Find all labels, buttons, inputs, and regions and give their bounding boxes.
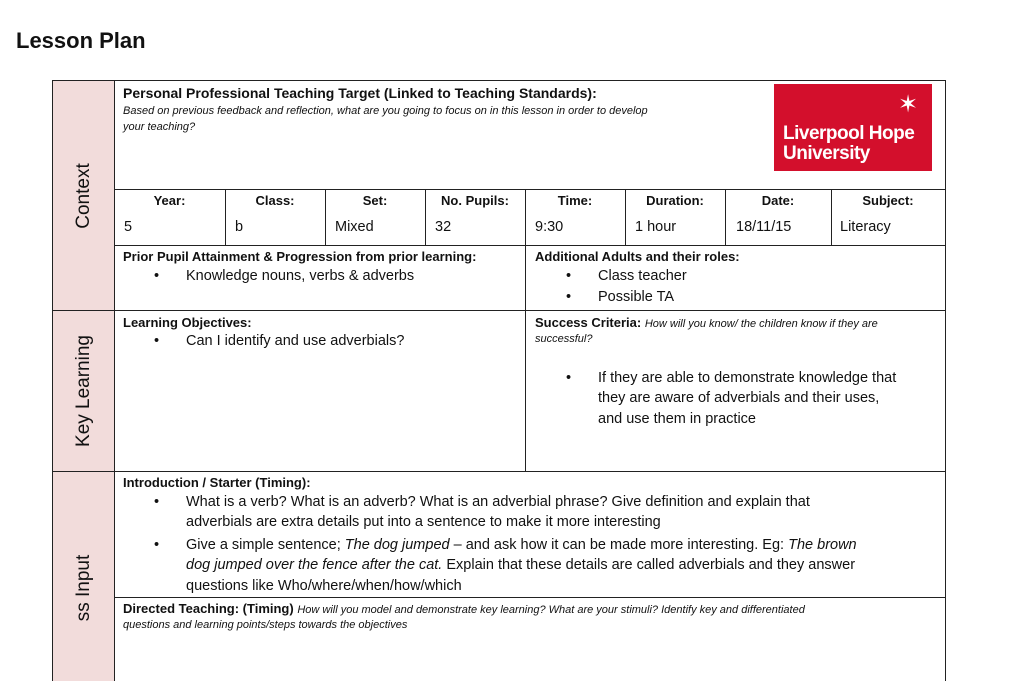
- section-context-label: Context: [72, 162, 94, 229]
- intro-heading: Introduction / Starter (Timing):: [123, 475, 311, 490]
- intro-text: Explain that these details are called adverbials and they answer: [442, 557, 856, 573]
- time-header: Time:: [557, 193, 593, 208]
- section-process-input: [53, 472, 115, 681]
- star-icon: ✶: [898, 91, 919, 118]
- objective-item: • Can I identify and use adverbials?: [186, 331, 404, 352]
- prior-item: • Knowledge nouns, verbs & adverbs: [186, 266, 414, 287]
- university-logo: [774, 84, 932, 171]
- class-value: b: [235, 219, 244, 235]
- subject-header: Subject:: [862, 193, 914, 208]
- pupils-header: No. Pupils:: [441, 193, 509, 208]
- success-item-cont: they are aware of adverbials and their uses,: [598, 390, 880, 406]
- intro-item-cont: questions like Who/where/when/how/which: [186, 578, 462, 594]
- directed-prompt: How will you model and demonstrate key learning? What are your stimuli? Identify key and differentiated: [297, 604, 805, 616]
- subject-value: Literacy: [840, 219, 891, 235]
- target-prompt-cont: your teaching?: [123, 121, 196, 133]
- intro-item: [186, 535, 857, 556]
- directed-heading: Directed Teaching: (Timing): [123, 601, 294, 616]
- date-value: 18/11/15: [736, 219, 792, 235]
- year-header: Year:: [153, 193, 186, 208]
- success-heading: Success Criteria:: [535, 315, 642, 330]
- duration-value: 1 hour: [635, 219, 677, 235]
- section-process-input-label: ss Input: [72, 554, 94, 622]
- adults-heading: Additional Adults and their roles:: [535, 249, 740, 264]
- objectives-heading: Learning Objectives:: [123, 315, 252, 330]
- success-prompt-cont: successful?: [535, 333, 593, 345]
- logo-text-line2: University: [783, 143, 870, 164]
- time-value: 9:30: [535, 219, 564, 235]
- success-item-cont: and use them in practice: [598, 411, 756, 427]
- duration-header: Duration:: [646, 193, 704, 208]
- prior-heading: Prior Pupil Attainment & Progression from prior learning:: [123, 249, 477, 264]
- intro-item: • What is a verb? What is an adverb? What is an adverbial phrase? Give definition and explain that: [186, 492, 810, 513]
- date-header: Date:: [761, 193, 795, 208]
- section-context: [53, 81, 115, 310]
- section-key-learning-label: Key Learning: [72, 335, 94, 447]
- intro-example: dog jumped over the fence after the cat.: [186, 557, 443, 573]
- intro-example: The dog jumped: [344, 537, 450, 553]
- success-item: • If they are able to demonstrate knowledge that: [598, 368, 896, 389]
- intro-item-cont: adverbials are extra details put into a sentence to make it more interesting: [186, 514, 661, 530]
- year-value: 5: [124, 219, 133, 235]
- set-header: Set:: [362, 193, 388, 208]
- target-prompt: Based on previous feedback and reflection, what are you going to focus on in this lesson in order to develop: [123, 105, 648, 117]
- class-header: Class:: [255, 193, 295, 208]
- intro-example: The brown: [788, 537, 857, 553]
- adult-item: • Possible TA: [598, 287, 674, 308]
- intro-text: – and ask how it can be made more interesting. Eg:: [449, 537, 789, 553]
- directed-prompt-cont: questions and learning points/steps towards the objectives: [123, 619, 408, 631]
- page-title: Lesson Plan: [16, 28, 146, 53]
- success-prompt: How will you know/ the children know if they are: [644, 318, 878, 330]
- set-value: Mixed: [335, 219, 374, 235]
- adult-item: • Class teacher: [598, 266, 687, 287]
- section-key-learning: [53, 311, 115, 471]
- target-heading: Personal Professional Teaching Target (Linked to Teaching Standards):: [123, 85, 597, 101]
- lesson-plan-table: [52, 80, 946, 681]
- pupils-value: 32: [435, 219, 452, 235]
- intro-text: Give a simple sentence;: [186, 537, 345, 553]
- logo-text-line1: Liverpool Hope: [783, 123, 915, 144]
